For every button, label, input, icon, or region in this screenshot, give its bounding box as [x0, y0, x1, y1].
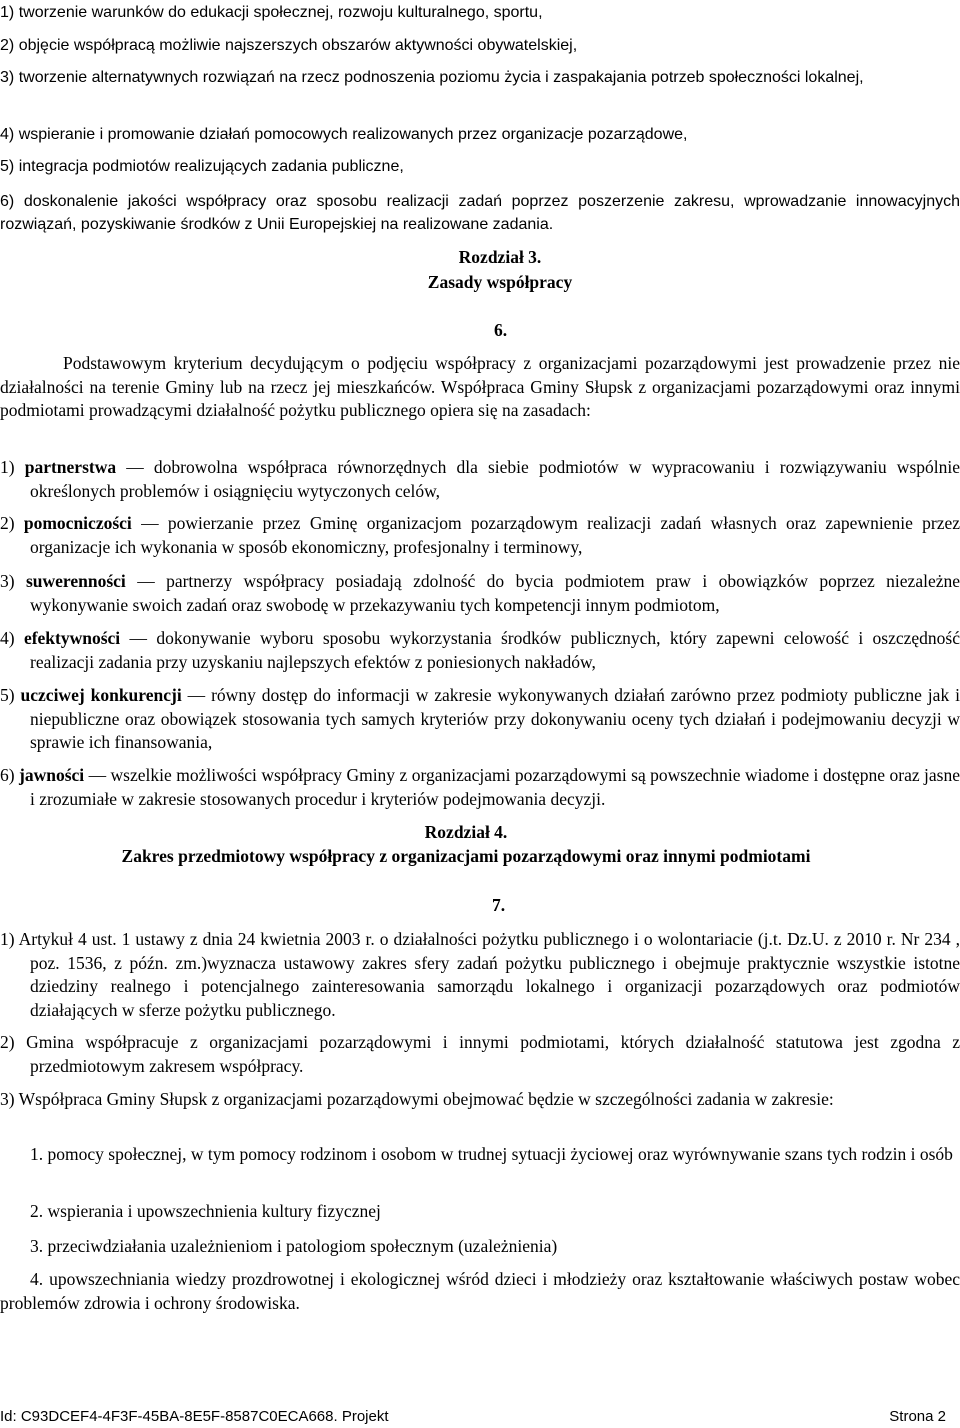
scope-text: Gmina współpracuje z organizacjami pozarządowymi i innymi podmiotami, których działalność statutowa jest zgodna z przedmiotowym zakresem współpracy.: [26, 1032, 960, 1076]
goal-item-3: [0, 66, 955, 89]
principle-num: 2): [0, 513, 15, 533]
document-id: Id: C93DCEF4-4F3F-45BA-8E5F-8587C0ECA668. Projekt: [0, 1408, 389, 1425]
area-num: 1.: [30, 1144, 44, 1164]
scope-num: 1): [0, 929, 15, 949]
principle-item-2: [0, 512, 960, 559]
scope-text: Artykuł 4 ust. 1 ustawy z dnia 24 kwietnia 2003 r. o działalności pożytku publicznego i o wolontariacie (j.t. Dz.U. z 2010 r. Nr 234 , poz. 1536, z późn. zm.)wyznacza ustawowy zakres sfery zadań pożytku publicznego i obejmuje praktycznie wszystkie istotne dziedziny realnego i potencjalnego zainteresowania samorządu lokalnego i organizacji pozarządowych oraz podmiotów działających w sferze pożytku publicznego.: [18, 929, 960, 1020]
principle-text: — dokonywanie wyboru sposobu wykorzystania środków publicznych, który zapewni celowość i oszczędność realizacji zadania przy uzyskaniu najlepszych efektów z poniesionych nakładów,: [30, 628, 960, 672]
area-text: pomocy społecznej, w tym pomocy rodzinom i osobom w trudnej sytuacji życiowej oraz wyrównywanie szans tych rodzin i osób: [47, 1144, 953, 1164]
principle-item-5: [0, 684, 960, 755]
principle-text: — wszelkie możliwości współpracy Gminy z organizacjami pozarządowymi są powszechnie wiadome i dostępne oraz jasne i zrozumiałe w zakresie stosowanych procedur i kryteriów podejmowania decyzji.: [30, 765, 960, 809]
principle-term: pomocniczości: [23, 513, 132, 533]
chapter-3-title: Zasady współpracy: [427, 272, 573, 292]
section-number-6: 6.: [494, 320, 508, 340]
principle-text: — dobrowolna współpraca równorzędnych dla siebie podmiotów w wypracowaniu i rozwiązywaniu wspólnie określonych problemów i osiągnięciu wytyczonych celów,: [30, 457, 960, 501]
goal-item-5: [0, 155, 960, 178]
goal-text: integracja podmiotów realizujących zadania publiczne,: [18, 158, 404, 175]
goal-num: 5): [0, 158, 15, 175]
goal-num: 2): [0, 37, 15, 54]
goal-text: tworzenie warunków do edukacji społecznej, rozwoju kulturalnego, sportu,: [18, 4, 543, 21]
goal-text: wspieranie i promowanie działań pomocowych realizowanych przez organizacje pozarządowe,: [18, 126, 688, 143]
area-item-1: [0, 1143, 960, 1167]
goal-num: 1): [0, 4, 15, 21]
goal-text: objęcie współpracą możliwie najszerszych obszarów aktywności obywatelskiej,: [18, 37, 578, 54]
chapter-4-label: Rozdział 4.: [424, 822, 508, 842]
principle-term: efektywności: [23, 628, 121, 648]
area-text: przeciwdziałania uzależnieniom i patologiom społecznym (uzależnienia): [47, 1236, 558, 1256]
scope-item-1: [0, 928, 960, 1022]
principle-term: suwerenności: [25, 571, 126, 591]
principle-num: 1): [0, 457, 15, 477]
page-number: Strona 2: [889, 1408, 946, 1425]
area-num: 2.: [30, 1201, 44, 1221]
principle-item-3: [0, 570, 960, 617]
goal-text: doskonalenie jakości współpracy oraz sposobu realizacji zadań poprzez poszerzenie zakresu, wprowadzanie innowacyjnych rozwiązań, pozyskiwanie środków z Unii Europejskiej na realizowane zadania.: [0, 193, 960, 233]
scope-num: 2): [0, 1032, 15, 1052]
principle-num: 3): [0, 571, 15, 591]
area-num: 4.: [30, 1269, 44, 1289]
chapter-3-label: Rozdział 3.: [458, 247, 542, 267]
goal-num: 6): [0, 193, 15, 210]
goal-item-6: [0, 190, 960, 236]
goal-item-4: [0, 123, 960, 146]
goal-item-2: [0, 34, 960, 57]
principle-num: 4): [0, 628, 15, 648]
scope-item-3: [0, 1088, 960, 1112]
principle-item-6: [0, 764, 960, 811]
goal-text: tworzenie alternatywnych rozwiązań na rzecz podnoszenia poziomu życia i zaspakajania potrzeb społeczności lokalnej,: [18, 69, 864, 86]
area-item-3: [0, 1235, 960, 1259]
principle-text: — partnerzy współpracy posiadają zdolność do bycia podmiotem praw i obowiązków poprzez niezależne wykonywanie swoich zadań oraz swobodę w przekazywaniu tych kompetencji innym podmiotom,: [30, 571, 960, 615]
area-item-2: [0, 1200, 960, 1224]
principle-text: — powierzanie przez Gminę organizacjom pozarządowym realizacji zadań własnych oraz zapewnienie przez organizacje ich wykonania w sposób ekonomiczny, profesjonalny i terminowy,: [30, 513, 960, 557]
area-text: upowszechniania wiedzy prozdrowotnej i ekologicznej wśród dzieci i młodzieży oraz kształtowanie właściwych postaw wobec problemów zdrowia i ochrony środowiska.: [0, 1269, 960, 1313]
chapter-3-intro: Podstawowym kryterium decydującym o podjęciu współpracy z organizacjami pozarządowymi jest prowadzenie przez nie działalności na terenie Gminy lub na rzecz jej mieszkańców. Współpraca Gminy Słupsk z organizacjami pozarządowymi oraz innymi podmiotami prowadzącymi działalność pożytku publicznego opiera się na zasadach:: [0, 353, 960, 420]
principle-term: partnerstwa: [24, 457, 117, 477]
scope-item-2: [0, 1031, 960, 1078]
scope-num: 3): [0, 1089, 15, 1109]
principle-item-1: [0, 456, 960, 503]
scope-text: Współpraca Gminy Słupsk z organizacjami pozarządowymi obejmować będzie w szczególności zadania w zakresie:: [18, 1089, 834, 1109]
principle-num: 6): [0, 765, 15, 785]
principle-term: jawności: [19, 765, 85, 785]
goal-num: 3): [0, 69, 15, 86]
principle-term: uczciwej konkurencji: [20, 685, 182, 705]
area-item-4: [0, 1268, 960, 1315]
area-text: wspierania i upowszechnienia kultury fizycznej: [47, 1201, 381, 1221]
chapter-4-title: Zakres przedmiotowy współpracy z organizacjami pozarządowymi oraz innymi podmiotami: [121, 846, 811, 866]
principle-item-4: [0, 627, 960, 674]
section-number-7: 7.: [492, 895, 506, 915]
principle-num: 5): [0, 685, 15, 705]
goal-item-1: [0, 1, 960, 24]
principle-text: — równy dostęp do informacji w zakresie wykonywanych działań zarówno przez podmioty publiczne jak i niepubliczne oraz obowiązek stosowania tych samych kryteriów przy dokonywaniu oceny tych działań i podejmowaniu decyzji w sprawie ich finansowania,: [30, 685, 960, 752]
area-num: 3.: [30, 1236, 44, 1256]
goal-num: 4): [0, 126, 15, 143]
